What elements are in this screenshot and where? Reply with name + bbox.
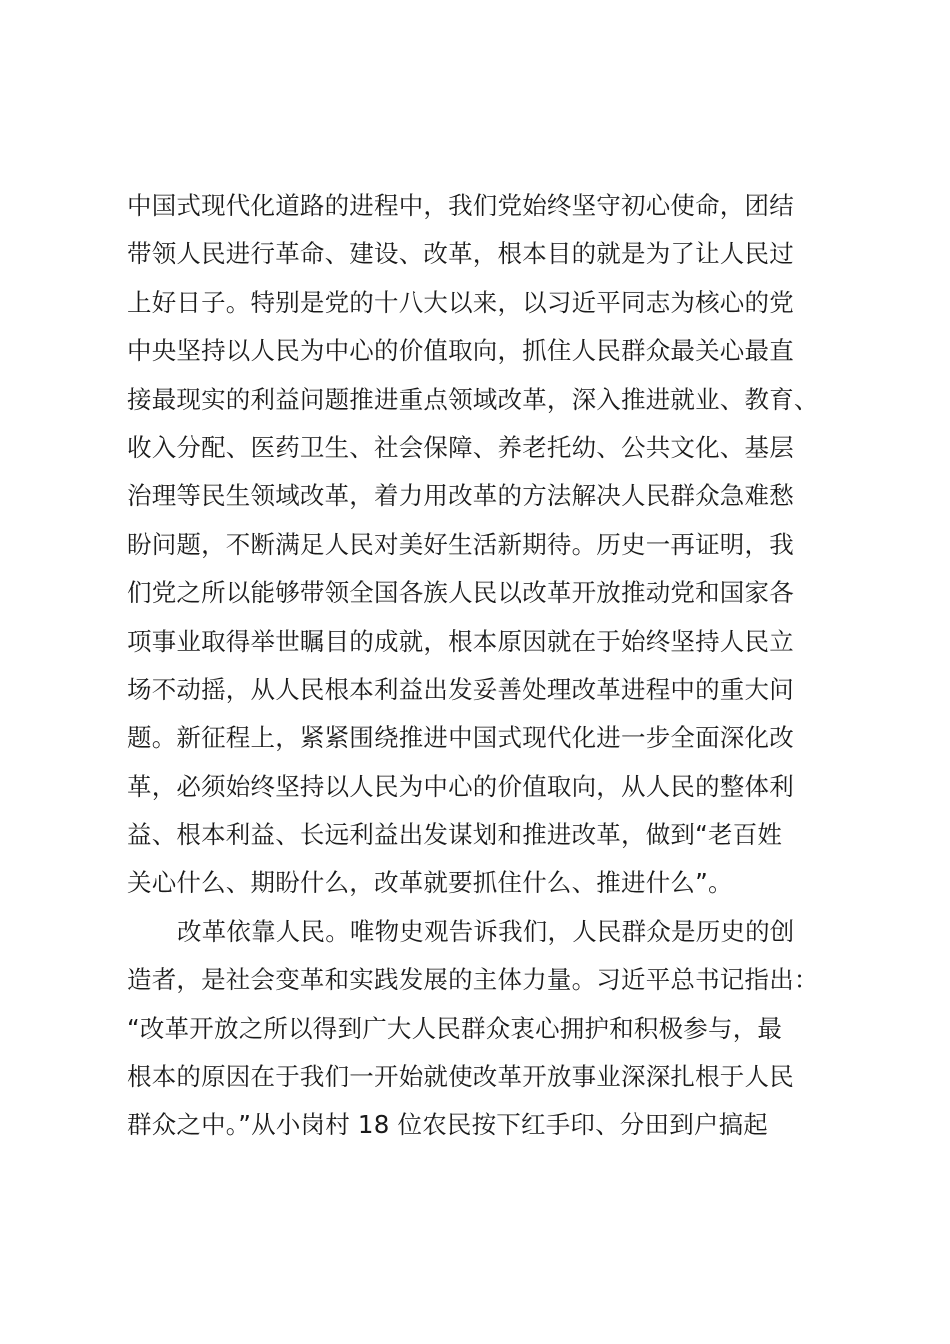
text-line: “改革开放之所以得到广大人民群众衷心拥护和积极参与，最 xyxy=(127,1013,783,1043)
text-line: 收入分配、医药卫生、社会保障、养老托幼、公共文化、基层 xyxy=(127,432,794,462)
text-line: 群众之中。”从小岗村 18 位农民按下红手印、分田到户搞起 xyxy=(127,1110,768,1140)
text-line: 造者，是社会变革和实践发展的主体力量。习近平总书记指出： xyxy=(127,965,819,995)
text-line: 益、根本利益、长远利益出发谋划和推进改革，做到“老百姓 xyxy=(127,820,783,850)
body-text xyxy=(127,182,847,1150)
text-line: 盼问题，不断满足人民对美好生活新期待。历史一再证明，我 xyxy=(127,529,794,559)
text-line: 带领人民进行革命、建设、改革，根本目的就是为了让人民过 xyxy=(127,239,794,269)
text-line: 中国式现代化道路的进程中，我们党始终坚守初心使命，团结 xyxy=(127,191,794,220)
text-line: 题。新征程上，紧紧围绕推进中国式现代化进一步全面深化改 xyxy=(127,723,794,753)
text-line: 们党之所以能够带领全国各族人民以改革开放推动党和国家各 xyxy=(127,578,794,608)
text-line: 上好日子。特别是党的十八大以来，以习近平同志为核心的党 xyxy=(127,287,794,317)
text-line: 接最现实的利益问题推进重点领域改革，深入推进就业、教育、 xyxy=(127,384,819,414)
text-line: 项事业取得举世瞩目的成就，根本原因就在于始终坚持人民立 xyxy=(127,626,794,656)
text-line: 治理等民生领域改革，着力用改革的方法解决人民群众急难愁 xyxy=(127,481,794,511)
text-line: 关心什么、期盼什么，改革就要抓住什么、推进什么”。 xyxy=(127,868,733,898)
paragraph-start-line: 改革依靠人民。唯物史观告诉我们，人民群众是历史的创 xyxy=(177,916,795,946)
text-line: 革，必须始终坚持以人民为中心的价值取向，从人民的整体利 xyxy=(127,771,794,801)
text-line: 中央坚持以人民为中心的价值取向，抓住人民群众最关心最直 xyxy=(127,336,794,366)
text-line: 场不动摇，从人民根本利益出发妥善处理改革进程中的重大问 xyxy=(127,674,794,704)
text-line: 根本的原因在于我们一开始就使改革开放事业深深扎根于人民 xyxy=(127,1062,794,1092)
